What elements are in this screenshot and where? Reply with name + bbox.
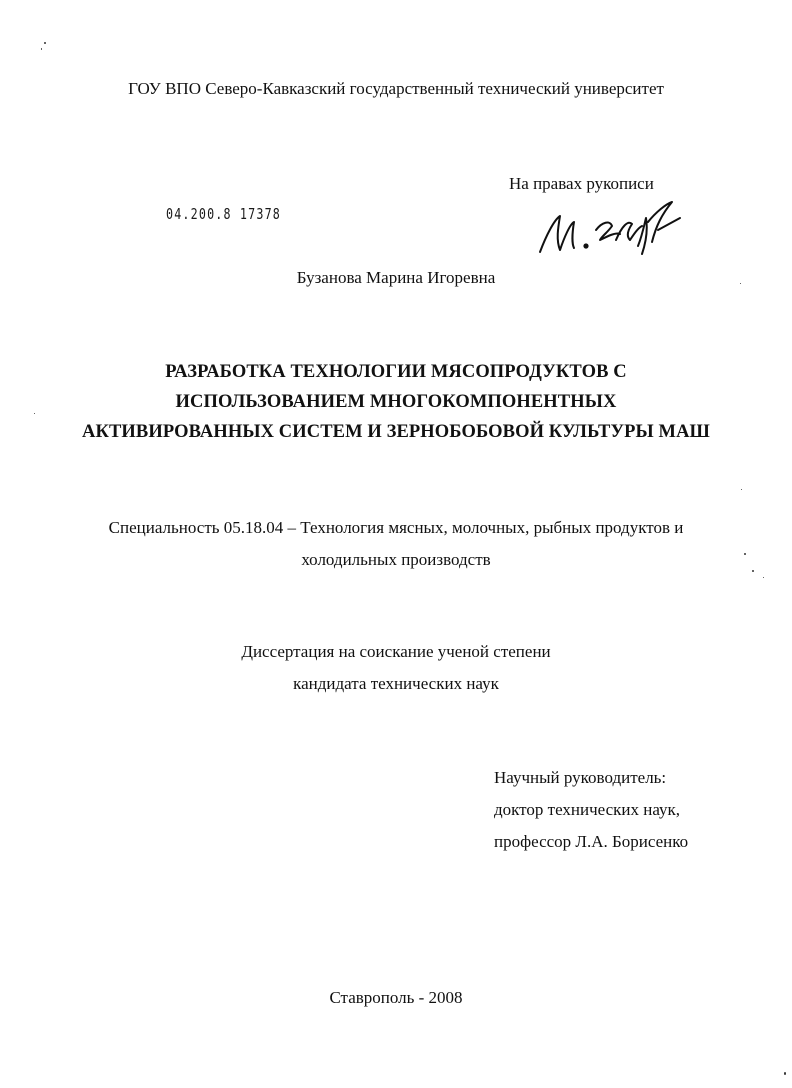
- scan-speck: [44, 42, 46, 44]
- signature: [530, 196, 690, 262]
- thesis-title-line: РАЗРАБОТКА ТЕХНОЛОГИИ МЯСОПРОДУКТОВ С: [165, 362, 627, 382]
- city-year: Ставрополь - 2008: [329, 988, 463, 1007]
- degree-line: кандидата технических наук: [293, 674, 499, 693]
- specialty-line: холодильных производств: [301, 550, 491, 569]
- degree-line: Диссертация на соискание ученой степени: [241, 642, 551, 661]
- scan-speck: [41, 48, 42, 50]
- supervisor-line: профессор Л.А. Борисенко: [494, 832, 689, 851]
- thesis-title-line: ИСПОЛЬЗОВАНИЕМ МНОГОКОМПОНЕНТНЫХ: [175, 392, 617, 412]
- scan-speck: [34, 413, 35, 414]
- scan-speck: [740, 283, 741, 284]
- supervisor-line: доктор технических наук,: [494, 800, 681, 819]
- scan-speck: [763, 577, 764, 578]
- scan-speck: [744, 553, 746, 555]
- supervisor-line: Научный руководитель:: [494, 768, 667, 787]
- thesis-title: [0, 357, 792, 447]
- specialty-line: Специальность 05.18.04 – Технология мясных, молочных, рыбных продуктов и: [108, 518, 684, 537]
- author-name: Бузанова Марина Игоревна: [296, 268, 496, 287]
- thesis-title-line: АКТИВИРОВАННЫХ СИСТЕМ И ЗЕРНОБОБОВОЙ КУЛЬТУРЫ МАШ: [82, 422, 710, 442]
- manuscript-note: На правах рукописи: [509, 174, 654, 193]
- scan-speck: [741, 489, 742, 490]
- registration-number: 04.200.8 17378: [166, 205, 282, 223]
- scan-speck: [752, 570, 754, 572]
- scan-speck: [784, 1072, 786, 1075]
- university-header: ГОУ ВПО Северо-Кавказский государственный технический университет: [128, 79, 664, 98]
